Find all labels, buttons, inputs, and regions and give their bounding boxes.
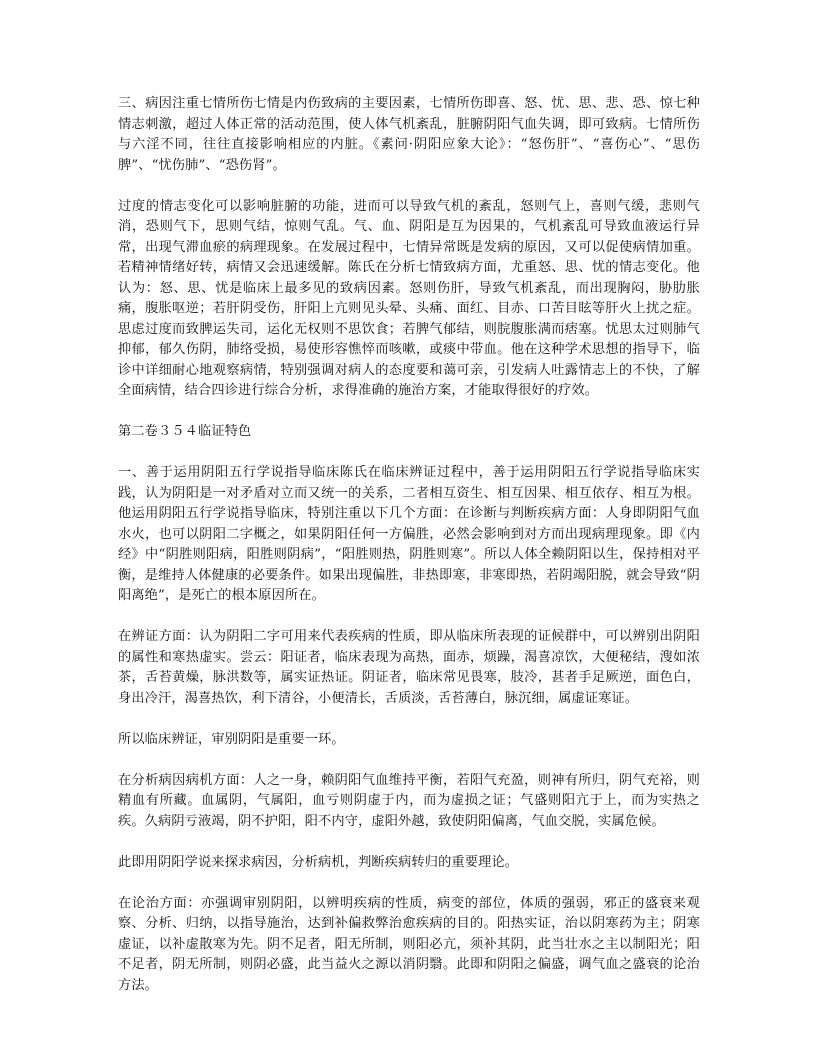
- paragraph-pathogenesis-summary: 此即用阴阳学说来探求病因，分析病机，判断疾病转归的重要理论。: [118, 854, 519, 870]
- paragraph-treatment: 在论治方面：亦强调审别阴阳，以辨明疾病的性质，病变的部位，体质的强弱，邪正的盛衰来观察、分析、归纳，以指导施治，达到补偏救弊治愈疾病的目的。阳热实证，治以阴寒药为主；阴寒虚证，以补虚散寒为先。阴不足者，阳无所制，则阳必亢，须补其阴，此当壮水之主以制阳光；阳不足者，阴无所制，则阴必盛，此当益火之源以消阴翳。此即和阴阳之偏盛，调气血之盛衰的论治方法。: [118, 895, 700, 993]
- paragraph-emotion-effects: 过度的情志变化可以影响脏腑的功能，进而可以导致气机的紊乱，怒则气上，喜则气缓，悲则气消，恐则气下，思则气结，惊则气乱。气、血、阴阳是互为因果的，气机紊乱可导致血液运行异常，出现气滞血瘀的病理现象。在发展过程中，七情异常既是发病的原因，又可以促使病情加重。若精神情绪好转，病情又会迅速缓解。陈氏在分析七情致病方面，尤重怒、思、忧的情志变化。他认为：怒、思、忧是临床上最多见的致病因素。怒则伤肝，导致气机紊乱，而出现胸闷，胁肋胀痛，腹胀呕逆；若肝阴受伤，肝阳上亢则见头晕、头痛、面红、目赤、口苦目眩等肝火上扰之症。思虑过度而致脾运失司，运化无权则不思饮食；若脾气郁结，则脘腹胀满而痞塞。忧思太过则肺气抑郁，郁久伤阴，肺络受损，易使形容憔悴而咳嗽，或痰中带血。他在这种学术思想的指导下，临诊中详细耐心地观察病情，特别强调对病人的态度要和蔼可亲，引发病人吐露情志上的不快，了解全面病情，结合四诊进行综合分析，求得准确的施治方案，才能取得很好的疗效。: [118, 198, 700, 398]
- paragraph-syndrome-differentiation: 在辨证方面：认为阴阳二字可用来代表疾病的性质，即从临床所表现的证候群中，可以辨别出阴阳的属性和寒热虚实。尝云：阳证者，临床表现为高热，面赤，烦躁，渴喜凉饮，大便秘结，溲如浓茶，舌苔黄燥，脉洪数等，属实证热证。阴证者，临床常见畏寒，肢冷，甚者手足厥逆，面色白，身出冷汗，渴喜热饮，利下清谷，小便清长，舌质淡，舌苔薄白，脉沉细，属虚证寒证。: [118, 629, 700, 706]
- paragraph-seven-emotions: 三、病因注重七情所伤七情是内伤致病的主要因素，七情所伤即喜、怒、忧、思、悲、恐、惊七种情志刺激，超过人体正常的活动范围，使人体气机紊乱，脏腑阴阳气血失调，即可致病。七情所伤与六淫不同，往往直接影响相应的内脏。《素问·阴阳应象大论》：“怒伤肝”、“喜伤心”、“思伤脾”、“忧伤肺”、“恐伤肾”。: [118, 96, 700, 173]
- paragraph-yin-yang-theory: 一、善于运用阴阳五行学说指导临床陈氏在临床辨证过程中，善于运用阴阳五行学说指导临床实践，认为阴阳是一对矛盾对立而又统一的关系，二者相互资生、相互因果、相互依存、相互为根。他运用阴阳五行学说指导临床，特别注重以下几个方面：在诊断与判断疾病方面：人身即阴阳气血水火，也可以阴阳二字概之，如果阴阳任何一方偏胜，必然会影响到对方而出现病理现象。即《内经》中“阴胜则阳病，阳胜则阴病”，“阳胜则热，阴胜则寒”。所以人体全赖阴阳以生，保持相对平衡，是维持人体健康的必要条件。如果出现偏胜，非热即寒，非寒即热，若阴竭阳脱，就会导致“阴阳离绝”，是死亡的根本原因所在。: [118, 465, 700, 603]
- section-heading: 第二卷３５４临证特色: [118, 424, 252, 439]
- document-page: [118, 94, 700, 1017]
- paragraph-differentiation-summary: 所以临床辨证，审别阴阳是重要一环。: [118, 731, 345, 747]
- paragraph-pathogenesis: 在分析病因病机方面：人之一身，赖阴阳气血维持平衡，若阳气充盈，则神有所归，阴气充裕，则精血有所藏。血属阴，气属阳，血亏则阴虚于内，而为虚损之证；气盛则阳亢于上，而为实热之疾。久病阴亏液竭，阴不护阳，阳不内守，虚阳外越，致使阴阳偏离，气血交脱，实属危候。: [118, 772, 700, 829]
